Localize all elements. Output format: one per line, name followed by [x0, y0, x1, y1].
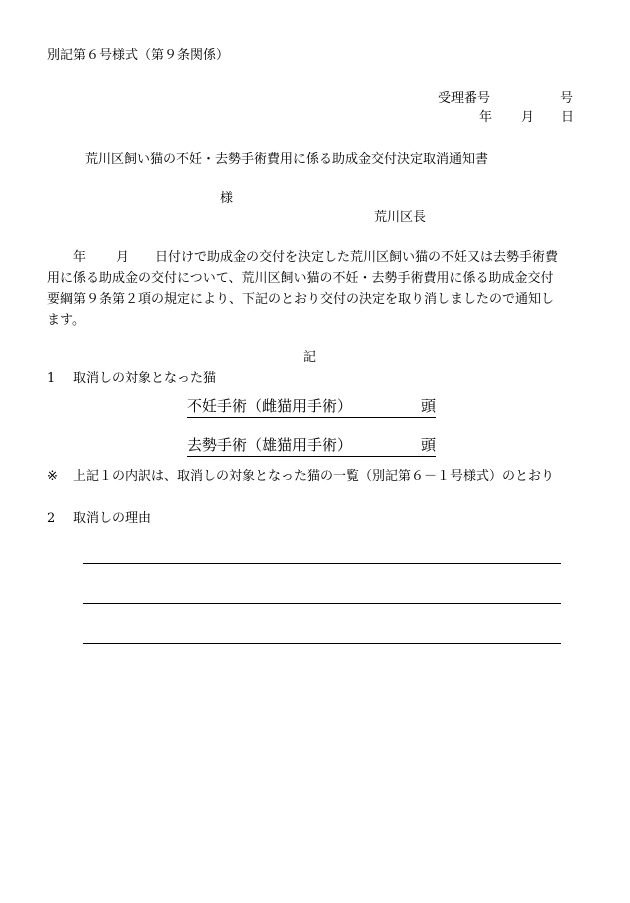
- heading-ki: 記: [303, 350, 317, 365]
- issuer-name: 荒川区長: [374, 210, 427, 225]
- neuter-surgery-row: [187, 437, 436, 457]
- document-title: 荒川区飼い猫の不妊・去勢手術費用に係る助成金交付決定取消通知書: [85, 152, 489, 167]
- date-month-label: 月: [521, 110, 535, 125]
- body-line-1: [47, 247, 577, 268]
- spay-surgery-row: [187, 398, 436, 418]
- notice-body: [47, 247, 577, 331]
- date-year-label: 年: [479, 110, 493, 125]
- receipt-number-label: 受理番号: [438, 91, 491, 106]
- spay-surgery-unit: 頭: [420, 397, 436, 415]
- body-text-1: 日付けで助成金の交付を決定した荒川区飼い猫の不妊又は去勢手術費: [155, 250, 559, 265]
- body-line-2: 用に係る助成金の交付について、荒川区飼い猫の不妊・去勢手術費用に係る助成金交付: [47, 271, 554, 286]
- spay-surgery-label: 不妊手術（雌猫用手術）: [187, 397, 353, 415]
- note-text: 上記１の内訳は、取消しの対象となった猫の一覧（別記第６－１号様式）のとおり: [73, 469, 555, 484]
- body-year: 年: [73, 250, 87, 265]
- date-day-label: 日: [561, 110, 575, 125]
- note-mark: ※: [47, 469, 58, 484]
- item-1-label: 取消しの対象となった猫: [73, 371, 217, 386]
- item-1-number: 1: [47, 371, 56, 386]
- body-line-3: 要綱第９条第２項の規定により、下記のとおり交付の決定を取り消しましたので通知し: [47, 292, 555, 307]
- breakdown-note: [47, 469, 554, 485]
- reason-line: [83, 643, 561, 644]
- recipient-honorific: 様: [220, 191, 234, 206]
- item-2-number: 2: [47, 511, 56, 526]
- neuter-surgery-label: 去勢手術（雄猫用手術）: [187, 436, 353, 454]
- body-line-4: ます。: [47, 313, 85, 328]
- reason-line: [83, 563, 561, 564]
- item-1-heading: [47, 371, 216, 387]
- receipt-number-suffix: 号: [560, 91, 574, 106]
- form-code: 別記第６号様式（第９条関係）: [47, 48, 230, 63]
- reason-line: [83, 603, 561, 604]
- neuter-surgery-unit: 頭: [420, 436, 436, 454]
- body-month: 月: [116, 250, 130, 265]
- item-2-label: 取消しの理由: [73, 511, 152, 526]
- item-2-heading: [47, 511, 151, 527]
